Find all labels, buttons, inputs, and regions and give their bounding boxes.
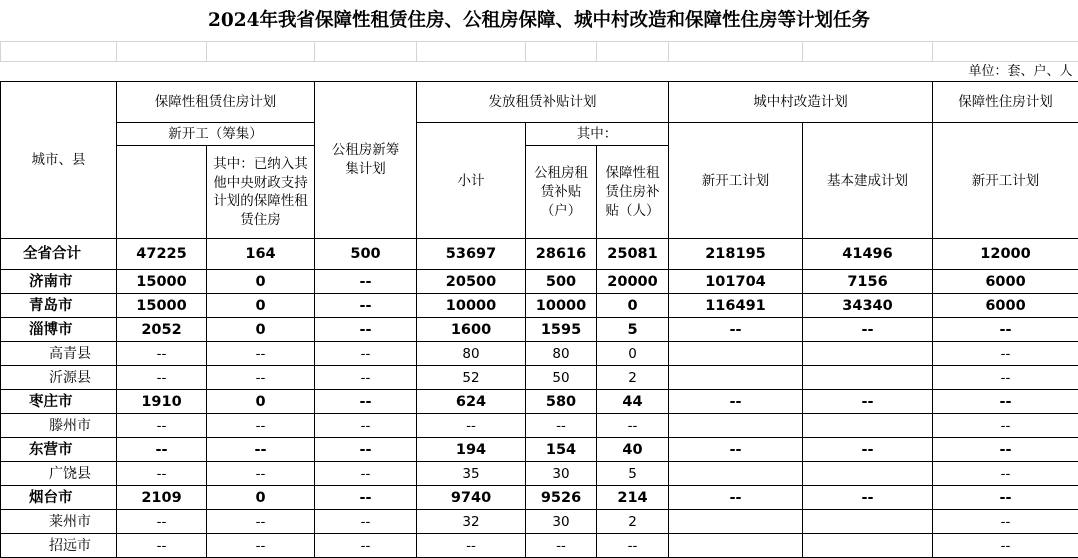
cell-value: -- <box>315 318 417 342</box>
cell-value: -- <box>315 534 417 558</box>
header-public-rental: 公租房新筹集计划 <box>315 82 417 239</box>
row-name: 东营市 <box>1 438 117 462</box>
header-village-basic: 基本建成计划 <box>803 123 933 239</box>
cell-value: 194 <box>417 438 526 462</box>
row-name: 招远市 <box>1 534 117 558</box>
table-row <box>1 318 1078 342</box>
cell-value: -- <box>207 366 315 390</box>
table-row <box>1 294 1078 318</box>
row-name: 青岛市 <box>1 294 117 318</box>
cell-value: -- <box>933 462 1078 486</box>
cell-value: 2 <box>597 510 669 534</box>
cell-value: 2052 <box>117 318 207 342</box>
cell-value: 41496 <box>803 239 933 270</box>
cell-value: -- <box>669 318 803 342</box>
cell-value: -- <box>933 486 1078 510</box>
cell-value: -- <box>315 462 417 486</box>
cell-value: 15000 <box>117 294 207 318</box>
cell-value: 500 <box>315 239 417 270</box>
header-village-plan: 城中村改造计划 <box>669 82 933 123</box>
cell-value: -- <box>597 534 669 558</box>
row-name: 枣庄市 <box>1 390 117 414</box>
cell-value: -- <box>207 534 315 558</box>
cell-value: 1910 <box>117 390 207 414</box>
cell-value <box>669 510 803 534</box>
cell-value: 44 <box>597 390 669 414</box>
table-row <box>1 510 1078 534</box>
cell-value: -- <box>933 438 1078 462</box>
cell-value: 154 <box>526 438 597 462</box>
cell-value: -- <box>933 366 1078 390</box>
cell-value: 35 <box>417 462 526 486</box>
header-subsidy-affordable: 保障性租赁住房补贴（人） <box>597 146 669 239</box>
cell-value: 52 <box>417 366 526 390</box>
cell-value: 0 <box>207 270 315 294</box>
cell-value: 80 <box>526 342 597 366</box>
cell-value: 40 <box>597 438 669 462</box>
cell-value: 0 <box>207 390 315 414</box>
cell-value: -- <box>117 534 207 558</box>
plan-table <box>0 41 1078 558</box>
cell-value: 101704 <box>669 270 803 294</box>
cell-value: -- <box>117 414 207 438</box>
table-row <box>1 438 1078 462</box>
cell-value: 6000 <box>933 270 1078 294</box>
cell-value <box>803 510 933 534</box>
cell-value: -- <box>207 510 315 534</box>
cell-value: -- <box>207 462 315 486</box>
cell-value: -- <box>207 414 315 438</box>
table-row <box>1 239 1078 270</box>
cell-value: 28616 <box>526 239 597 270</box>
row-name: 沂源县 <box>1 366 117 390</box>
cell-value: -- <box>117 366 207 390</box>
cell-value: -- <box>315 366 417 390</box>
cell-value: -- <box>315 486 417 510</box>
cell-value: -- <box>315 510 417 534</box>
table-row <box>1 342 1078 366</box>
cell-value: -- <box>933 534 1078 558</box>
cell-value: 10000 <box>417 294 526 318</box>
cell-value <box>669 414 803 438</box>
sheet-title: 2024年我省保障性租赁住房、公租房保障、城中村改造和保障性住房等计划任务 <box>0 0 1078 41</box>
cell-value: -- <box>207 342 315 366</box>
cell-value <box>669 534 803 558</box>
cell-value: -- <box>803 486 933 510</box>
cell-value: -- <box>417 414 526 438</box>
row-name: 全省合计 <box>1 239 117 270</box>
cell-value: 30 <box>526 510 597 534</box>
cell-value: 34340 <box>803 294 933 318</box>
cell-value: 500 <box>526 270 597 294</box>
cell-value: 580 <box>526 390 597 414</box>
cell-value: -- <box>315 438 417 462</box>
cell-value: 116491 <box>669 294 803 318</box>
cell-value: -- <box>117 510 207 534</box>
cell-value: -- <box>526 414 597 438</box>
cell-value: -- <box>315 390 417 414</box>
cell-value: 2109 <box>117 486 207 510</box>
row-name: 滕州市 <box>1 414 117 438</box>
cell-value <box>669 366 803 390</box>
cell-value: 0 <box>207 318 315 342</box>
cell-value: 6000 <box>933 294 1078 318</box>
header-village-new: 新开工计划 <box>669 123 803 239</box>
row-name: 莱州市 <box>1 510 117 534</box>
header-rental-sub: 其中：已纳入其他中央财政支持计划的保障性租赁住房 <box>207 146 315 239</box>
cell-value: 15000 <box>117 270 207 294</box>
unit-row <box>1 62 1078 82</box>
row-name: 淄博市 <box>1 318 117 342</box>
cell-value: 25081 <box>597 239 669 270</box>
cell-value: -- <box>669 438 803 462</box>
cell-value: 53697 <box>417 239 526 270</box>
cell-value: -- <box>526 534 597 558</box>
row-name: 济南市 <box>1 270 117 294</box>
row-name: 烟台市 <box>1 486 117 510</box>
cell-value: 5 <box>597 318 669 342</box>
cell-value: -- <box>803 318 933 342</box>
cell-value: 0 <box>597 294 669 318</box>
cell-value: -- <box>417 534 526 558</box>
blank-row <box>1 42 1078 62</box>
cell-value: -- <box>933 318 1078 342</box>
cell-value: -- <box>669 486 803 510</box>
table-row <box>1 534 1078 558</box>
cell-value: -- <box>117 438 207 462</box>
cell-value: 12000 <box>933 239 1078 270</box>
header-subsidy-total: 小计 <box>417 123 526 239</box>
cell-value: -- <box>933 342 1078 366</box>
cell-value: 1600 <box>417 318 526 342</box>
cell-value: 47225 <box>117 239 207 270</box>
header-city: 城市、县 <box>1 82 117 239</box>
cell-value <box>669 342 803 366</box>
cell-value: -- <box>933 414 1078 438</box>
cell-value: -- <box>803 438 933 462</box>
table-row <box>1 462 1078 486</box>
table-row <box>1 486 1078 510</box>
cell-value: 20000 <box>597 270 669 294</box>
cell-value <box>669 462 803 486</box>
cell-value: 5 <box>597 462 669 486</box>
cell-value: -- <box>803 390 933 414</box>
cell-value: -- <box>315 342 417 366</box>
cell-value <box>803 462 933 486</box>
cell-value: 0 <box>207 486 315 510</box>
header-rental-new-blank <box>117 146 207 239</box>
header-rental-new: 新开工（筹集） <box>117 123 315 146</box>
cell-value: -- <box>315 414 417 438</box>
cell-value: -- <box>669 390 803 414</box>
cell-value: 0 <box>207 294 315 318</box>
cell-value: 1595 <box>526 318 597 342</box>
cell-value: -- <box>315 294 417 318</box>
table-row <box>1 414 1078 438</box>
cell-value: 50 <box>526 366 597 390</box>
cell-value: 20500 <box>417 270 526 294</box>
cell-value: 624 <box>417 390 526 414</box>
cell-value <box>803 342 933 366</box>
unit-label: 单位：套、户、人 <box>1 62 1078 82</box>
table-row <box>1 390 1078 414</box>
header-affordable-plan: 保障性住房计划 <box>933 82 1078 123</box>
cell-value: 218195 <box>669 239 803 270</box>
cell-value: -- <box>933 390 1078 414</box>
header-rental-plan: 保障性租赁住房计划 <box>117 82 315 123</box>
cell-value: 30 <box>526 462 597 486</box>
cell-value: 214 <box>597 486 669 510</box>
cell-value: 32 <box>417 510 526 534</box>
header-affordable-new: 新开工计划 <box>933 123 1078 239</box>
cell-value: -- <box>597 414 669 438</box>
cell-value: -- <box>933 510 1078 534</box>
row-name: 广饶县 <box>1 462 117 486</box>
table-row <box>1 270 1078 294</box>
header-subsidy-plan: 发放租赁补贴计划 <box>417 82 669 123</box>
cell-value <box>803 366 933 390</box>
cell-value: -- <box>117 462 207 486</box>
cell-value: 9526 <box>526 486 597 510</box>
header-subsidy-public: 公租房租赁补贴（户） <box>526 146 597 239</box>
cell-value: -- <box>117 342 207 366</box>
cell-value: -- <box>315 270 417 294</box>
cell-value <box>803 414 933 438</box>
cell-value: 80 <box>417 342 526 366</box>
cell-value: 7156 <box>803 270 933 294</box>
cell-value: -- <box>207 438 315 462</box>
cell-value: 9740 <box>417 486 526 510</box>
cell-value: 0 <box>597 342 669 366</box>
row-name: 高青县 <box>1 342 117 366</box>
cell-value: 2 <box>597 366 669 390</box>
table-row <box>1 366 1078 390</box>
header-subsidy-of-which: 其中： <box>526 123 669 146</box>
cell-value: 164 <box>207 239 315 270</box>
cell-value: 10000 <box>526 294 597 318</box>
cell-value <box>803 534 933 558</box>
